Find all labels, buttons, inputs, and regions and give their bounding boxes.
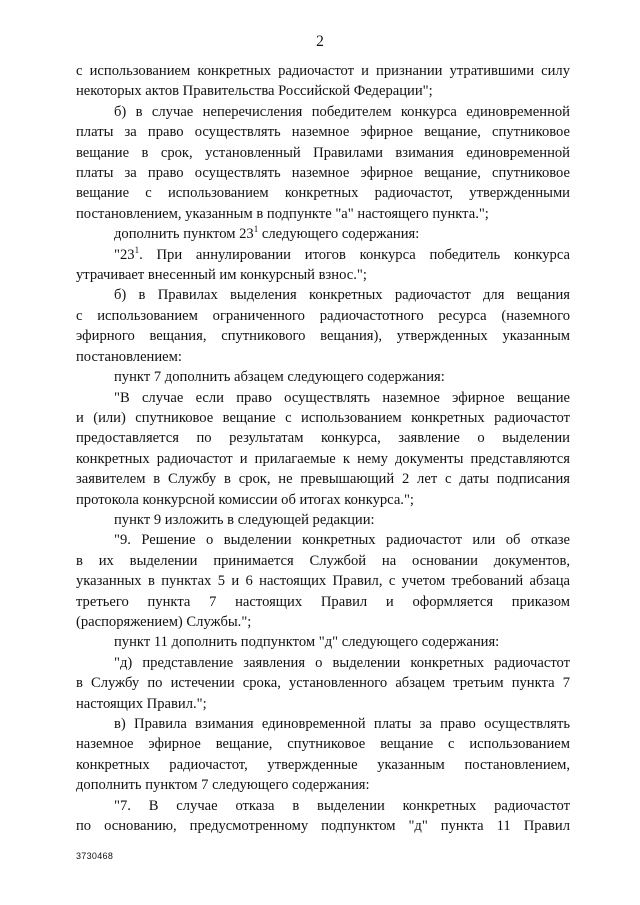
- text-line-continuation: следующего содержания:: [258, 226, 420, 243]
- text-line: [76, 592, 570, 612]
- text-line-content: протокола конкурсной комиссии об итогах конкурса.";: [76, 491, 414, 508]
- text-line: [76, 714, 570, 734]
- text-line-content: с использованием конкретных радиочастот и признании утратившими силу: [76, 63, 570, 79]
- text-line: [76, 102, 570, 122]
- text-line-continuation: . При аннулировании итогов конкурса победитель конкурса: [139, 246, 570, 263]
- body-text: [76, 61, 570, 836]
- text-line: [76, 775, 570, 795]
- text-line-content: "9. Решение о выделении конкретных радиочастот или об отказе: [114, 532, 570, 549]
- text-line: [76, 530, 570, 550]
- text-line-content: конкретных радиочастот, утвержденные указанным постановлением,: [76, 756, 570, 773]
- page-number: 2: [316, 33, 324, 50]
- superscript: 1: [253, 224, 259, 235]
- text-line: [76, 245, 570, 265]
- text-line: [76, 571, 570, 591]
- text-line: [76, 510, 570, 530]
- text-line-content: конкретных радиочастот и прилагаемые к нему документы представляются: [76, 450, 570, 467]
- text-line-content: "д) представление заявления о выделении конкретных радиочастот: [114, 654, 570, 671]
- text-line-content: платы за право осуществлять наземное эфирное вещание, спутниковое: [76, 165, 570, 182]
- text-line: [76, 306, 570, 326]
- text-line: [76, 551, 570, 571]
- text-line: [76, 347, 570, 367]
- text-line-content: указанных в пунктах 5 и 6 настоящих Правил, с учетом требований абзаца: [76, 573, 570, 590]
- text-line-content: вещание с использованием конкретных радиочастот, утвержденными: [76, 185, 570, 202]
- text-line-content: (распоряжением) Службы.";: [76, 613, 252, 630]
- text-line: [76, 408, 570, 428]
- text-line-content: пункт 9 изложить в следующей редакции:: [114, 511, 375, 528]
- text-line: [76, 428, 570, 448]
- document-code: 3730468: [76, 851, 114, 861]
- text-line-content: наземное эфирное вещание, спутниковое вещание с использованием: [76, 736, 570, 753]
- text-line-content: пункт 7 дополнить абзацем следующего содержания:: [114, 369, 445, 386]
- text-line: [76, 632, 570, 652]
- text-line: [76, 694, 570, 714]
- text-line: [76, 816, 570, 836]
- text-line: [76, 469, 570, 489]
- text-line: [76, 755, 570, 775]
- superscript: 1: [134, 244, 140, 255]
- text-line: [76, 163, 570, 183]
- text-line-content: некоторых актов Правительства Российской Федерации";: [76, 83, 433, 100]
- text-line-content: в) Правила взимания единовременной платы за право осуществлять: [114, 716, 570, 732]
- text-line: [76, 734, 570, 754]
- text-line: [76, 224, 570, 244]
- text-line: [76, 81, 570, 101]
- text-line-content: предоставляется по результатам конкурса, заявление о выделении: [76, 430, 570, 447]
- text-line: [76, 122, 570, 142]
- text-line-content: заявителем в Службу в срок, не превышающий 2 лет с даты подписания: [76, 471, 570, 488]
- text-line-content: постановлением:: [76, 348, 182, 365]
- text-line-content: дополнить пунктом 7 следующего содержания:: [76, 777, 370, 794]
- text-line-content: и (или) спутниковое вещание с использованием конкретных радиочастот: [76, 409, 570, 426]
- text-line-content: "23: [114, 246, 135, 263]
- text-line-content: эфирного вещания, спутникового вещания), утвержденных указанным: [76, 328, 570, 345]
- text-line-content: "7. В случае отказа в выделении конкретных радиочастот: [114, 797, 570, 814]
- text-line: [76, 204, 570, 224]
- text-line: [76, 449, 570, 469]
- text-line-content: вещание в срок, установленный Правилами взимания единовременной: [76, 144, 570, 161]
- text-line-content: в их выделении принимается Службой на основании документов,: [76, 552, 570, 569]
- text-line-content: по основанию, предусмотренному подпунктом "д" пункта 11 Правил: [76, 818, 570, 835]
- text-line-content: б) в случае неперечисления победителем конкурса единовременной: [114, 103, 570, 120]
- text-line: [76, 367, 570, 387]
- text-line: [76, 490, 570, 510]
- text-line: [76, 388, 570, 408]
- text-line-content: б) в Правилах выделения конкретных радиочастот для вещания: [114, 287, 570, 304]
- text-line: [76, 183, 570, 203]
- text-line-content: с использованием ограниченного радиочастотного ресурса (наземного: [76, 307, 570, 324]
- text-line-content: в Службу по истечении срока, установленного абзацем третьим пункта 7: [76, 675, 570, 692]
- text-line-content: пункт 11 дополнить подпунктом "д" следующего содержания:: [114, 634, 500, 651]
- text-line: [76, 285, 570, 305]
- text-line-content: третьего пункта 7 настоящих Правил и оформляется приказом: [76, 593, 570, 610]
- text-line: [76, 61, 570, 81]
- text-line: [76, 265, 570, 285]
- text-line-content: утрачивает внесенный им конкурсный взнос.";: [76, 267, 367, 284]
- text-line-content: платы за право осуществлять наземное эфирное вещание, спутниковое: [76, 124, 570, 141]
- text-line: [76, 796, 570, 816]
- text-line-content: постановлением, указанным в подпункте "а" настоящего пункта.";: [76, 205, 489, 222]
- text-line: [76, 326, 570, 346]
- text-line-content: настоящих Правил.";: [76, 695, 207, 712]
- text-line-content: дополнить пунктом 23: [114, 226, 254, 243]
- text-line: [76, 612, 570, 632]
- text-line: [76, 673, 570, 693]
- text-line: [76, 143, 570, 163]
- text-line-content: "В случае если право осуществлять наземное эфирное вещание: [114, 389, 570, 406]
- text-line: [76, 653, 570, 673]
